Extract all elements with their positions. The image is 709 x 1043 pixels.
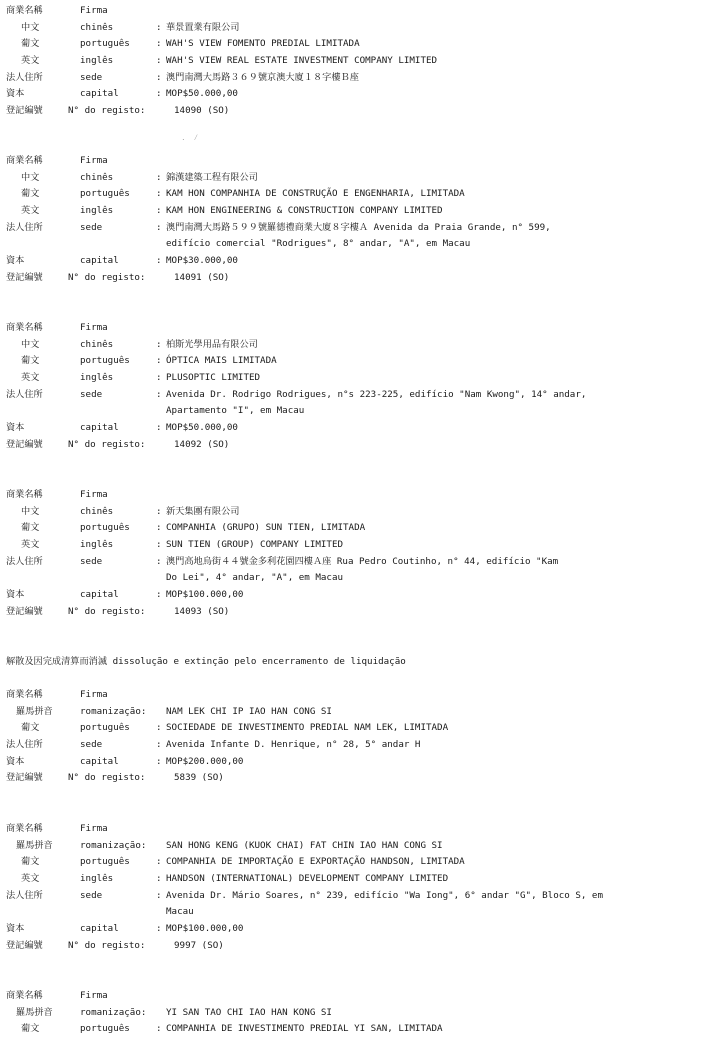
company-entry bbox=[6, 320, 706, 454]
label-chinese-zh: 中文 bbox=[21, 338, 40, 350]
registo-value: 14091 (SO) bbox=[174, 271, 230, 283]
label-portuguese-pt: português bbox=[80, 1023, 130, 1035]
colon: : bbox=[156, 388, 162, 400]
label-portuguese-pt: português bbox=[80, 522, 130, 534]
label-capital-zh: 資本 bbox=[6, 923, 25, 935]
romanization-name: NAM LEK CHI IP IAO HAN CONG SI bbox=[166, 705, 332, 717]
firma-row bbox=[6, 988, 706, 1005]
label-sede-zh: 法人住所 bbox=[6, 555, 43, 567]
chinese-name: 錦漢建築工程有限公司 bbox=[166, 171, 258, 183]
colon: : bbox=[156, 1023, 162, 1035]
sede-value: Avenida Infante D. Henrique, n° 28, 5° andar H bbox=[166, 739, 421, 751]
capital-row bbox=[6, 587, 706, 604]
label-firma-pt: Firma bbox=[80, 5, 108, 16]
sede-value-continued: Apartamento "I", em Macau bbox=[166, 405, 305, 417]
sede-continuation-row bbox=[6, 570, 706, 587]
label-capital-zh: 資本 bbox=[6, 255, 25, 267]
registo-row bbox=[6, 938, 706, 955]
label-portuguese-pt: português bbox=[80, 856, 130, 868]
firma-row bbox=[6, 3, 706, 20]
label-firma-pt: Firma bbox=[80, 823, 108, 834]
sede-value-continued: Do Lei", 4° andar, "A", em Macau bbox=[166, 572, 344, 584]
label-capital-zh: 資本 bbox=[6, 755, 25, 767]
portuguese-name: ÓPTICA MAIS LIMITADA bbox=[166, 355, 277, 367]
label-english-pt: inglês bbox=[80, 873, 114, 885]
label-chinese-zh: 中文 bbox=[21, 21, 40, 33]
chinese-name-row bbox=[6, 170, 706, 187]
portuguese-name-row bbox=[6, 720, 706, 737]
label-english-pt: inglês bbox=[80, 372, 114, 384]
label-registo-zh: 登記編號 bbox=[6, 105, 43, 117]
label-registo-pt: N° do registo: bbox=[68, 105, 146, 117]
label-sede-pt: sede bbox=[80, 71, 103, 83]
colon: : bbox=[156, 355, 162, 367]
label-registo-zh: 登記編號 bbox=[6, 939, 43, 951]
sede-continuation-row bbox=[6, 236, 706, 253]
portuguese-name-row bbox=[6, 36, 706, 53]
colon: : bbox=[156, 722, 162, 734]
label-romanization-zh: 羅馬拼音 bbox=[16, 705, 53, 717]
colon: : bbox=[156, 372, 162, 384]
romanization-row bbox=[6, 704, 706, 721]
label-firma-pt: Firma bbox=[80, 155, 108, 166]
label-portuguese-pt: português bbox=[80, 722, 130, 734]
colon: : bbox=[156, 889, 162, 901]
colon: : bbox=[156, 522, 162, 534]
label-portuguese-zh: 葡文 bbox=[21, 188, 40, 200]
label-chinese-pt: chinês bbox=[80, 21, 114, 33]
label-sede-zh: 法人住所 bbox=[6, 388, 43, 400]
colon: : bbox=[156, 338, 162, 350]
label-chinese-zh: 中文 bbox=[21, 505, 40, 517]
label-firma-pt: Firma bbox=[80, 489, 108, 500]
label-capital-pt: capital bbox=[80, 255, 119, 267]
registo-value: 14092 (SO) bbox=[174, 438, 230, 450]
colon: : bbox=[156, 505, 162, 517]
sede-row bbox=[6, 737, 706, 754]
registo-value: 9997 (SO) bbox=[174, 939, 224, 951]
label-sede-pt: sede bbox=[80, 221, 103, 233]
english-name: WAH'S VIEW REAL ESTATE INVESTMENT COMPANY LIMITED bbox=[166, 55, 438, 67]
sede-value-continued: Macau bbox=[166, 906, 194, 918]
company-entry bbox=[6, 487, 706, 621]
label-chinese-zh: 中文 bbox=[21, 171, 40, 183]
colon: : bbox=[156, 739, 162, 751]
capital-value: MOP$50.000,00 bbox=[166, 88, 238, 100]
label-sede-zh: 法人住所 bbox=[6, 889, 43, 901]
label-sede-zh: 法人住所 bbox=[6, 221, 43, 233]
label-portuguese-pt: português bbox=[80, 355, 130, 367]
romanization-name: SAN HONG KENG (KUOK CHAI) FAT CHIN IAO HAN CONG SI bbox=[166, 839, 443, 851]
colon: : bbox=[156, 21, 162, 33]
english-name-row bbox=[6, 537, 706, 554]
capital-row bbox=[6, 754, 706, 771]
colon: : bbox=[156, 38, 162, 50]
capital-row bbox=[6, 253, 706, 270]
dissolved-company-entry bbox=[6, 988, 706, 1038]
english-name: PLUSOPTIC LIMITED bbox=[166, 372, 261, 384]
sede-row bbox=[6, 70, 706, 87]
sede-row bbox=[6, 554, 706, 571]
portuguese-name-row bbox=[6, 353, 706, 370]
label-portuguese-zh: 葡文 bbox=[21, 522, 40, 534]
label-english-zh: 英文 bbox=[21, 539, 40, 551]
label-registo-pt: N° do registo: bbox=[68, 605, 146, 617]
label-registo-zh: 登記編號 bbox=[6, 271, 43, 283]
label-romanization-zh: 羅馬拼音 bbox=[16, 1006, 53, 1018]
colon: : bbox=[156, 71, 162, 83]
label-portuguese-zh: 葡文 bbox=[21, 38, 40, 50]
label-english-zh: 英文 bbox=[21, 873, 40, 885]
label-sede-zh: 法人住所 bbox=[6, 71, 43, 83]
label-firma-zh: 商業名稱 bbox=[6, 990, 43, 1001]
label-chinese-pt: chinês bbox=[80, 338, 114, 350]
sede-continuation-row bbox=[6, 904, 706, 921]
colon: : bbox=[156, 539, 162, 551]
label-english-zh: 英文 bbox=[21, 372, 40, 384]
company-entry bbox=[6, 153, 706, 287]
colon: : bbox=[156, 88, 162, 100]
portuguese-name-row bbox=[6, 1021, 706, 1038]
portuguese-name-row bbox=[6, 854, 706, 871]
portuguese-name-row bbox=[6, 186, 706, 203]
firma-row bbox=[6, 487, 706, 504]
english-name: KAM HON ENGINEERING & CONSTRUCTION COMPANY LIMITED bbox=[166, 205, 443, 217]
label-firma-pt: Firma bbox=[80, 322, 108, 333]
label-english-pt: inglês bbox=[80, 539, 114, 551]
label-capital-pt: capital bbox=[80, 755, 119, 767]
registo-row bbox=[6, 437, 706, 454]
label-sede-pt: sede bbox=[80, 388, 103, 400]
label-portuguese-zh: 葡文 bbox=[21, 856, 40, 868]
label-capital-pt: capital bbox=[80, 589, 119, 601]
chinese-name-row bbox=[6, 337, 706, 354]
capital-value: MOP$30.000,00 bbox=[166, 255, 238, 267]
label-english-zh: 英文 bbox=[21, 55, 40, 67]
sede-continuation-row bbox=[6, 403, 706, 420]
label-capital-zh: 資本 bbox=[6, 422, 25, 434]
dissolved-company-entry bbox=[6, 687, 706, 787]
registo-value: 14090 (SO) bbox=[174, 105, 230, 117]
romanization-row bbox=[6, 838, 706, 855]
registo-row bbox=[6, 604, 706, 621]
chinese-name-row bbox=[6, 20, 706, 37]
label-capital-pt: capital bbox=[80, 923, 119, 935]
label-chinese-pt: chinês bbox=[80, 505, 114, 517]
colon: : bbox=[156, 589, 162, 601]
label-chinese-pt: chinês bbox=[80, 171, 114, 183]
label-firma-zh: 商業名稱 bbox=[6, 155, 43, 166]
portuguese-name-row bbox=[6, 520, 706, 537]
label-portuguese-pt: português bbox=[80, 38, 130, 50]
label-romanization-zh: 羅馬拼音 bbox=[16, 839, 53, 851]
colon: : bbox=[156, 856, 162, 868]
registo-value: 5839 (SO) bbox=[174, 772, 224, 784]
portuguese-name: COMPANHIA DE IMPORTAÇÃO E EXPORTAÇÃO HANDSON, LIMITADA bbox=[166, 856, 465, 868]
label-registo-pt: N° do registo: bbox=[68, 271, 146, 283]
registo-row bbox=[6, 103, 706, 120]
label-english-pt: inglês bbox=[80, 205, 114, 217]
sede-value: Avenida Dr. Rodrigo Rodrigues, n°s 223-225, edifício "Nam Kwong", 14° andar, bbox=[166, 388, 587, 400]
portuguese-name: SOCIEDADE DE INVESTIMENTO PREDIAL NAM LEK, LIMITADA bbox=[166, 722, 449, 734]
capital-row bbox=[6, 921, 706, 938]
registo-value: 14093 (SO) bbox=[174, 605, 230, 617]
capital-value: MOP$200.000,00 bbox=[166, 755, 244, 767]
label-firma-zh: 商業名稱 bbox=[6, 823, 43, 834]
label-firma-pt: Firma bbox=[80, 689, 108, 700]
label-firma-zh: 商業名稱 bbox=[6, 489, 43, 500]
label-romanization-pt: romanização: bbox=[80, 705, 147, 717]
firma-row bbox=[6, 153, 706, 170]
label-romanization-pt: romanização: bbox=[80, 1006, 147, 1018]
label-romanization-pt: romanização: bbox=[80, 839, 147, 851]
sede-value: 澳門南灣大馬路３６９號京澳大廈１８字樓Ｂ座 bbox=[166, 71, 359, 83]
registo-row bbox=[6, 770, 706, 787]
colon: : bbox=[156, 923, 162, 935]
label-registo-pt: N° do registo: bbox=[68, 438, 146, 450]
label-firma-pt: Firma bbox=[80, 990, 108, 1001]
label-sede-pt: sede bbox=[80, 739, 103, 751]
colon: : bbox=[156, 221, 162, 233]
label-capital-zh: 資本 bbox=[6, 88, 25, 100]
firma-row bbox=[6, 320, 706, 337]
portuguese-name: COMPANHIA (GRUPO) SUN TIEN, LIMITADA bbox=[166, 522, 366, 534]
sede-row bbox=[6, 220, 706, 237]
label-portuguese-zh: 葡文 bbox=[21, 355, 40, 367]
sede-value-continued: edifício comercial "Rodrigues", 8° andar, "A", em Macau bbox=[166, 238, 471, 250]
romanization-name: YI SAN TAO CHI IAO HAN KONG SI bbox=[166, 1006, 332, 1018]
label-registo-pt: N° do registo: bbox=[68, 772, 146, 784]
english-name-row bbox=[6, 370, 706, 387]
label-capital-pt: capital bbox=[80, 422, 119, 434]
chinese-name: 新天集團有限公司 bbox=[166, 505, 240, 517]
sede-value: Avenida Dr. Mário Soares, n° 239, edifício "Wa Iong", 6° andar "G", Bloco S, em bbox=[166, 889, 603, 901]
capital-value: MOP$50.000,00 bbox=[166, 422, 238, 434]
label-portuguese-zh: 葡文 bbox=[21, 1023, 40, 1035]
sede-value: 澳門高地烏街４４號金多利花園四樓Ａ座 Rua Pedro Coutinho, n° 44, edifício "Kam bbox=[166, 555, 559, 567]
section-title-dissolution: 解散及因完成清算而消滅 dissolução e extinção pelo encerramento de liquidação bbox=[6, 656, 406, 667]
label-capital-pt: capital bbox=[80, 88, 119, 100]
label-registo-zh: 登記編號 bbox=[6, 605, 43, 617]
firma-row bbox=[6, 687, 706, 704]
sede-row bbox=[6, 387, 706, 404]
firma-row bbox=[6, 821, 706, 838]
portuguese-name: COMPANHIA DE INVESTIMENTO PREDIAL YI SAN, LIMITADA bbox=[166, 1023, 443, 1035]
label-registo-zh: 登記編號 bbox=[6, 772, 43, 784]
label-firma-zh: 商業名稱 bbox=[6, 5, 43, 16]
label-english-pt: inglês bbox=[80, 55, 114, 67]
english-name: HANDSON (INTERNATIONAL) DEVELOPMENT COMPANY LIMITED bbox=[166, 873, 449, 885]
english-name-row bbox=[6, 203, 706, 220]
dissolved-company-entry bbox=[6, 821, 706, 955]
label-registo-pt: N° do registo: bbox=[68, 939, 146, 951]
portuguese-name: WAH'S VIEW FOMENTO PREDIAL LIMITADA bbox=[166, 38, 360, 50]
colon: : bbox=[156, 873, 162, 885]
capital-value: MOP$100.000,00 bbox=[166, 923, 244, 935]
registo-row bbox=[6, 270, 706, 287]
colon: : bbox=[156, 188, 162, 200]
colon: : bbox=[156, 555, 162, 567]
label-portuguese-pt: português bbox=[80, 188, 130, 200]
chinese-name: 柏斯光學用品有限公司 bbox=[166, 338, 258, 350]
colon: : bbox=[156, 55, 162, 67]
english-name-row bbox=[6, 871, 706, 888]
capital-row bbox=[6, 86, 706, 103]
colon: : bbox=[156, 755, 162, 767]
label-firma-zh: 商業名稱 bbox=[6, 322, 43, 333]
chinese-name-row bbox=[6, 504, 706, 521]
company-entry bbox=[6, 3, 706, 120]
sede-row bbox=[6, 888, 706, 905]
capital-value: MOP$100.000,00 bbox=[166, 589, 244, 601]
english-name: SUN TIEN (GROUP) COMPANY LIMITED bbox=[166, 539, 344, 551]
label-portuguese-zh: 葡文 bbox=[21, 722, 40, 734]
colon: : bbox=[156, 171, 162, 183]
scan-artifact: ․ ⁄ bbox=[182, 133, 201, 142]
colon: : bbox=[156, 255, 162, 267]
label-sede-pt: sede bbox=[80, 555, 103, 567]
colon: : bbox=[156, 205, 162, 217]
portuguese-name: KAM HON COMPANHIA DE CONSTRUÇÃO E ENGENHARIA, LIMITADA bbox=[166, 188, 465, 200]
label-registo-zh: 登記編號 bbox=[6, 438, 43, 450]
chinese-name: 華景置業有限公司 bbox=[166, 21, 240, 33]
label-capital-zh: 資本 bbox=[6, 589, 25, 601]
label-firma-zh: 商業名稱 bbox=[6, 689, 43, 700]
sede-value: 澳門南灣大馬路５９９號羅德禮商業大廈８字樓Ａ Avenida da Praia Grande, n° 599, bbox=[166, 221, 551, 233]
romanization-row bbox=[6, 1005, 706, 1022]
label-sede-pt: sede bbox=[80, 889, 103, 901]
colon: : bbox=[156, 422, 162, 434]
capital-row bbox=[6, 420, 706, 437]
english-name-row bbox=[6, 53, 706, 70]
label-sede-zh: 法人住所 bbox=[6, 739, 43, 751]
label-english-zh: 英文 bbox=[21, 205, 40, 217]
